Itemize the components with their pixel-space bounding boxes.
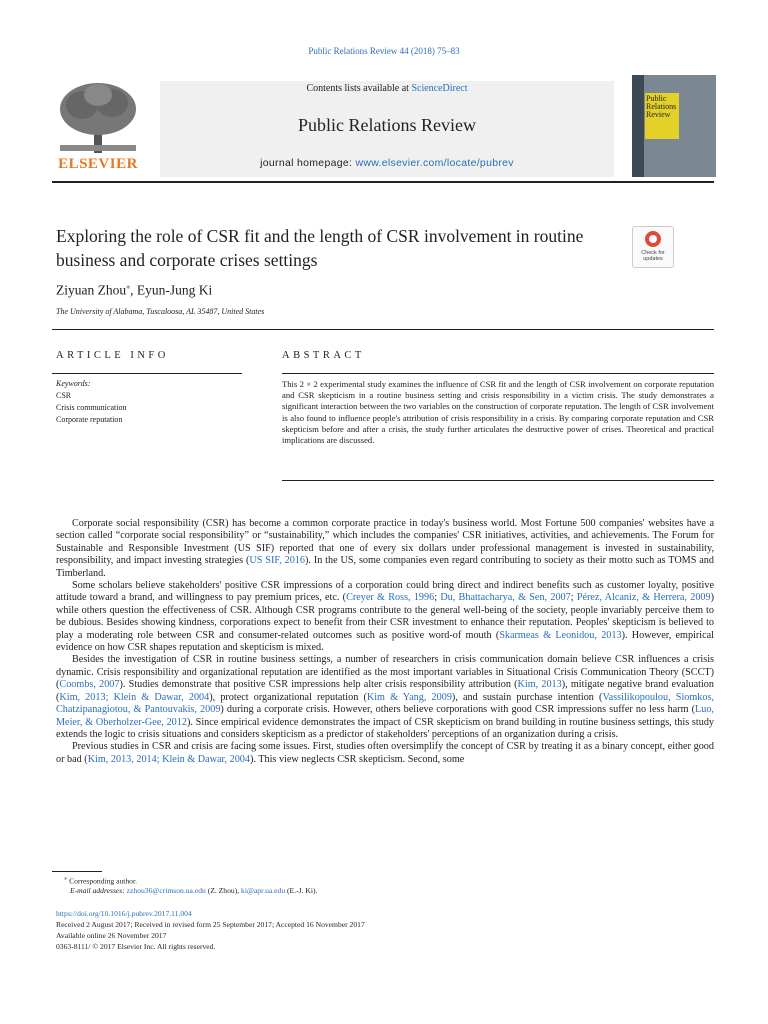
header-divider: [52, 329, 714, 330]
reference-link[interactable]: Skarmeas & Leonidou, 2013: [499, 629, 622, 641]
reference-link[interactable]: Du, Bhattacharya, & Sen, 2007: [440, 592, 571, 604]
elsevier-wordmark: ELSEVIER: [58, 156, 138, 172]
article-title: Exploring the role of CSR fit and the length of CSR involvement in routine business and corporate crises settings: [56, 226, 584, 270]
keyword: CSR: [56, 391, 72, 400]
reference-link[interactable]: Luo, Meier, & Oberholzer-Gee, 2012: [56, 704, 714, 728]
keywords-label: Keywords:: [56, 379, 91, 388]
homepage-link[interactable]: www.elsevier.com/locate/pubrev: [355, 157, 514, 169]
email-link[interactable]: ki@apr.ua.edu: [241, 886, 286, 895]
keyword: Corporate reputation: [56, 415, 123, 424]
doi-link[interactable]: https://doi.org/10.1016/j.pubrev.2017.11.004: [56, 909, 192, 918]
affiliation: The University of Alabama, Tuscaloosa, AL 35487, United States: [56, 307, 265, 316]
journal-homepage: journal homepage: www.elsevier.com/locate/pubrev: [260, 157, 514, 169]
reference-link[interactable]: Pérez, Alcaniz, & Herrera, 2009: [576, 592, 711, 604]
cover-spine: [632, 75, 644, 177]
paragraph: Some scholars believe stakeholders' positive CSR impressions of a corporation could bring direct and indirect benefits such as customer loyalty, positive attitude toward a brand, and willingness to pay premium prices, etc. (Creyer & Ross, 1996; Du, Bhattacharya, & Sen, 2007; Pérez, Alcaniz, & Herrera, 2009) while others question the effectiveness of CSR. Although CSR programs contribute to the general well-being of the society, people invariably perceive them to be dubious. Besides showing kindness, corporations expect to benefit from their CSR investment to enhance their reputation. Peoples' skepticism is believed to play a moderating role between CSR and consumer-related outcomes such as positive word-of mouth (Skarmeas & Leonidou, 2013). However, empirical evidence on how CSR shapes reputation and skepticism is mixed.: [56, 580, 715, 654]
author-ki: Eyun-Jung Ki: [136, 282, 213, 298]
journal-title: Public Relations Review: [298, 115, 476, 135]
reference-link[interactable]: Kim, 2013; Klein & Dawar, 2004: [59, 691, 210, 703]
footnote-rule: [52, 871, 102, 872]
reference-link[interactable]: Kim & Yang, 2009: [366, 691, 452, 703]
author-list: [56, 282, 212, 299]
abstract-heading: ABSTRACT: [282, 350, 365, 361]
sciencedirect-link[interactable]: ScienceDirect: [411, 83, 468, 94]
abstract-rule: [282, 373, 714, 374]
contents-line: Contents lists available at ScienceDirect: [306, 83, 468, 94]
author-zhou: Ziyuan Zhou: [56, 282, 127, 298]
corresponding-mark[interactable]: ⁎: [126, 282, 131, 291]
reference-link[interactable]: Vassilikopoulou, Siomkos, Chatzipanagiotou, & Pantouvakis, 2009: [56, 691, 715, 716]
footnote-mark: ⁎: [64, 875, 68, 882]
masthead-rule: [52, 181, 714, 183]
received-dates: Received 2 August 2017; Received in revised form 25 September 2017; Accepted 16 November 2017: [56, 920, 365, 929]
email-addresses: E-mail addresses: zzhou36@crimson.ua.edu (Z. Zhou), ki@apr.ua.edu (E.-J. Ki).: [70, 886, 318, 895]
corresponding-author-note: ⁎ Corresponding author.: [64, 875, 137, 886]
reference-link[interactable]: US SIF, 2016: [249, 555, 305, 567]
cover-title: Public Relations Review: [646, 94, 677, 119]
abstract-text: This 2 × 2 experimental study examines the influence of CSR fit and the length of CSR involvement on corporate reputation and CSR skepticism in a routine business setting and crisis responsibility in a victim crisis. The study demonstrates a significant interaction between the two variables on the construction of corporate reputation. The length of CSR involvement is also found to influence people's attribution of crisis responsibility in a crisis. By comparing corporate reputation and CSR skepticism before and after a crisis, the study further articulates the destructive power of crises. Theoretical and practical implications are discussed.: [282, 379, 714, 446]
paragraph: Corporate social responsibility (CSR) has become a common corporate practice in today's business world. Most Fortune 500 companies' websites have a section called “corporate social responsibility” or “sustainability,” which includes the companies' CSR initiatives, activities, and achievements. The Forum for Sustainable and Responsible Investment (US SIF) reported that one of every six dollars under professional management is invested in sustainability, responsibility, and impact investing strategies (US SIF, 2016). In the US, some companies even regard contributing to society as their motto such as TOMS and Timberland.: [56, 518, 714, 579]
reference-link[interactable]: Kim, 2013: [517, 679, 562, 691]
keyword: Crisis communication: [56, 403, 127, 412]
check-updates-icon-center: [649, 235, 657, 243]
email-link[interactable]: zzhou36@crimson.ua.edu: [126, 886, 206, 895]
available-online: Available online 26 November 2017: [56, 931, 167, 940]
abstract-bottom-rule: [282, 480, 714, 481]
check-updates-label: Check for updates: [641, 250, 665, 262]
copyright: 0363-8111/ © 2017 Elsevier Inc. All rights reserved.: [56, 942, 216, 951]
reference-link[interactable]: Coombs, 2007: [59, 679, 120, 691]
reference-link[interactable]: Creyer & Ross, 1996: [346, 592, 435, 604]
journal-masthead: [160, 81, 614, 177]
reference-link[interactable]: Kim, 2013, 2014; Klein & Dawar, 2004: [87, 753, 250, 765]
article-info-rule: [52, 373, 242, 374]
author-separator: ,: [130, 282, 137, 298]
check-for-updates-badge[interactable]: [632, 226, 674, 268]
journal-citation[interactable]: Public Relations Review 44 (2018) 75–83: [308, 46, 460, 56]
paragraph: Besides the investigation of CSR in routine business settings, a number of researchers in crisis communication domain believe CSR influences a crisis dynamic. Crisis responsibility and organizational reputation are identified as the most important variables in Situational Crisis Communication Theory (SCCT) (Coombs, 2007). Studies demonstrate that positive CSR impressions help alter crisis responsibility attribution (Kim, 2013), mitigate negative brand evaluation (Kim, 2013; Klein & Dawar, 2004), protect organizational reputation (Kim & Yang, 2009), and sustain purchase intention (Vassilikopoulou, Siomkos, Chatzipanagiotou, & Pantouvakis, 2009) during a corporate crisis. However, others believe corporations with good CSR impressions suffer no less harm (Luo, Meier, & Oberholzer-Gee, 2012). Since empirical evidence demonstrates the impact of CSR skepticism on brand building in routine business settings, this study extends the logic to crisis situations and considers skepticism as a predictor of stakeholders' perceptions of an organization during a crisis.: [56, 654, 715, 740]
article-info-heading: ARTICLE INFO: [56, 350, 169, 361]
body-text: [56, 518, 714, 766]
journal-cover-thumbnail: [632, 75, 716, 177]
paragraph: Previous studies in CSR and crisis are facing some issues. First, studies often oversimplify the concept of CSR by treating it as a binary concept, either good or bad (Kim, 2013, 2014; Klein & Dawar, 2004). This view neglects CSR skepticism. Second, some: [56, 741, 714, 765]
